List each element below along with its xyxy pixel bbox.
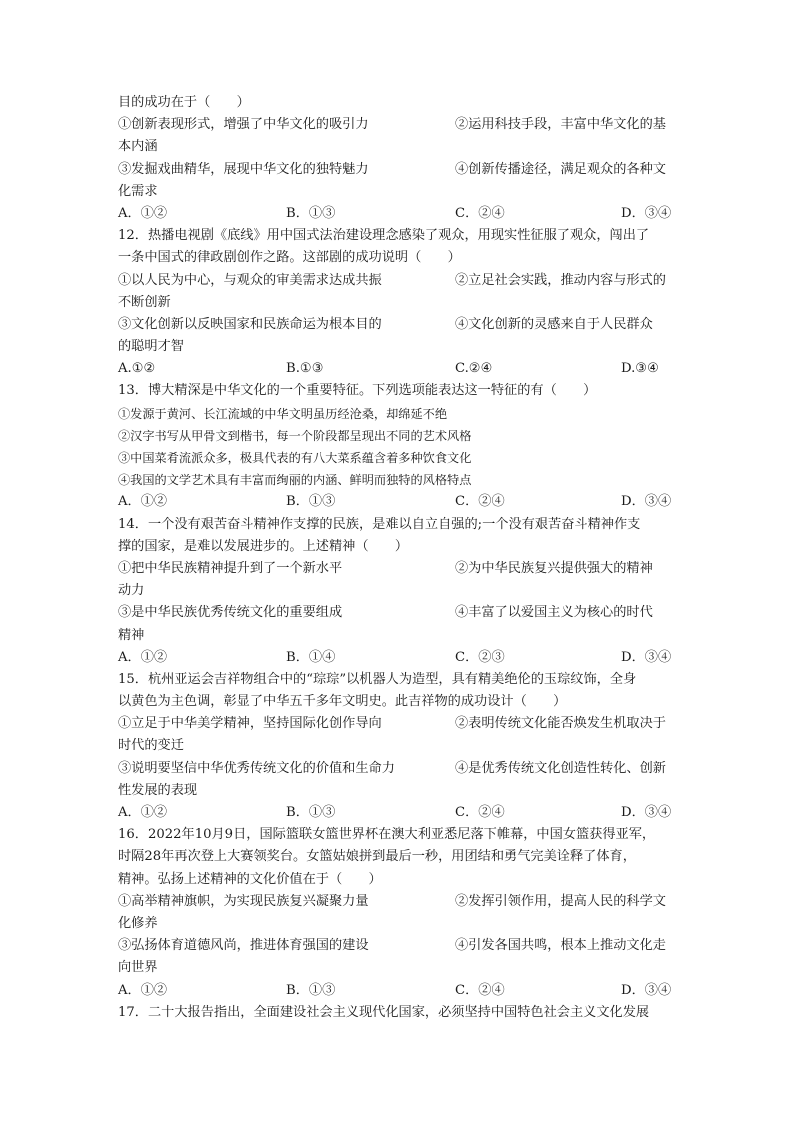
q13-option-2: ②汉字书写从甲骨文到楷书，每一个阶段都呈现出不同的艺术风格 [118,428,472,443]
q13-option-3: ③中国菜肴流派众多，极具代表的有八大菜系蕴含着多种饮食文化 [118,451,472,465]
q12-choice-b: B.①③ [286,361,324,377]
q16-choice-b: B．①③ [286,982,336,998]
q16-options-row2 [118,935,678,957]
q15-option-2-cont: 时代的变迁 [118,738,184,754]
q11-stem [118,92,678,114]
q14-option-4-cont: 精神 [118,627,145,643]
q15-choice-b: B．①③ [286,805,336,820]
q11-choice-a: A．①② [118,205,168,221]
exam-page [118,92,678,1024]
q15-choice-c: C．②④ [455,805,505,820]
q15-stem-2: 以黄色为主色调，彰显了中华五千多年文明史。此吉祥物的成功设计（ ） [118,694,567,710]
q16-option-4-wrap [118,957,678,979]
q12-options-row2 [118,314,678,336]
q14-choice-c: C．②③ [455,649,505,665]
q15-stem-line2 [118,691,678,713]
q16-stem-line3 [118,869,678,891]
q14-options-row2 [118,602,678,624]
q14-option-2: ②为中华民族复兴提供强大的精神 [455,560,653,576]
q14-stem-1: 14．一个没有艰苦奋斗精神作支撑的民族，是难以自立自强的;一个没有艰苦奋斗精神作支 [118,516,641,532]
q13-choice-d: D．③④ [621,494,672,510]
q16-stem-3: 精神。弘扬上述精神的文化价值在于（ ） [118,871,382,887]
q15-option-3: ③说明要坚信中华优秀传统文化的价值和生命力 [118,760,395,776]
q16-stem-line2 [118,846,678,868]
q12-option-3: ③文化创新以反映国家和民族命运为根本目的 [118,316,382,332]
q15-choice-d: D．③④ [621,805,672,820]
q13-choices [118,491,678,513]
q11-options-row1 [118,114,678,136]
q15-options-row2 [118,758,678,780]
q16-stem-line1 [118,824,678,846]
q11-options-row2 [118,159,678,181]
q14-stem-line1 [118,514,678,536]
q13-choice-b: B．①③ [286,494,336,510]
q14-option-2-wrap [118,580,678,602]
q12-stem-1: 12．热播电视剧《底线》用中国式法治建设理念感染了观众，用现实性征服了观众，闯出了 [118,228,650,244]
q14-option-4: ④丰富了以爱国主义为核心的时代 [455,605,653,621]
q13-stem-line [118,380,678,402]
q16-choice-c: C．②④ [455,982,505,998]
q16-option-2-cont: 化修养 [118,915,158,931]
q16-option-2: ②发挥引领作用，提高人民的科学文 [455,893,666,909]
q12-stem-2: 一条中国式的律政剧创作之路。这部剧的成功说明（ ） [118,250,461,266]
q15-options-row1 [118,713,678,735]
q16-choice-a: A．①② [118,982,168,998]
q15-stem-1: 15．杭州亚运会吉祥物组合中的“琮琮”以机器人为造型，具有精美绝伦的玉琮纹饰，全身 [118,671,637,687]
q11-option-4-cont: 化需求 [118,183,158,199]
q16-option-2-wrap [118,913,678,935]
q13-option-2-line [118,425,678,447]
q16-option-4: ④引发各国共鸣，根本上推动文化走 [455,938,666,954]
q15-choice-a: A．①② [118,805,168,820]
q12-stem-line1 [118,225,678,247]
q12-option-2-cont: 不断创新 [118,294,171,310]
q13-choice-c: C．②④ [455,494,505,510]
q15-option-4-wrap [118,780,678,802]
q16-stem-1: 16．2022年10月9日，国际篮联女篮世界杯在澳大利亚悉尼落下帷幕，中国女篮获得亚军， [118,827,656,843]
q15-stem-line1 [118,669,678,691]
q11-choices [118,203,678,225]
q11-option-1: ①创新表现形式，增强了中华文化的吸引力 [118,117,369,133]
q14-choices [118,647,678,669]
q15-option-4-cont: 性发展的表现 [118,782,198,798]
q14-options-row1 [118,558,678,580]
q12-stem-line2 [118,247,678,269]
q15-option-2: ②表明传统文化能否焕发生机取决于 [455,716,666,732]
q13-stem: 13．博大精深是中华文化的一个重要特征。下列选项能表达这一特征的有（ ） [118,383,597,399]
q12-choice-a: A.①② [118,361,156,377]
q14-option-2-cont: 动力 [118,583,145,599]
q12-choices [118,358,678,380]
q12-option-2: ②立足社会实践，推动内容与形式的 [455,272,666,288]
q14-stem-2: 撑的国家，是难以发展进步的。上述精神（ ） [118,538,409,554]
q13-option-4: ④我国的文学艺术具有丰富而绚丽的内涵、鲜明而独特的风格特点 [118,473,472,488]
q11-choice-d: D．③④ [621,205,672,221]
q14-option-3: ③是中华民族优秀传统文化的重要组成 [118,605,343,621]
q14-stem-line2 [118,536,678,558]
q13-option-3-line [118,447,678,469]
q17-stem-1: 17．二十大报告指出，全面建设社会主义现代化国家，必须坚持中国特色社会主义文化发展 [118,1004,650,1020]
q11-option-2: ②运用科技手段，丰富中华文化的基 [455,117,666,133]
q13-choice-a: A．①② [118,494,168,510]
q14-option-4-wrap [118,625,678,647]
q11-option-4-wrap [118,181,678,203]
q16-option-3: ③弘扬体育道德风尚，推进体育强国的建设 [118,938,369,954]
q12-option-4-cont: 的聪明才智 [118,339,184,355]
q11-choice-c: C．②④ [455,205,505,221]
q11-option-3: ③发掘戏曲精华，展现中华文化的独特魅力 [118,161,369,177]
q13-option-1-line [118,403,678,425]
q12-option-1: ①以人民为中心，与观众的审美需求达成共振 [118,272,382,288]
q12-option-2-wrap [118,292,678,314]
q15-option-4: ④是优秀传统文化创造性转化、创新 [455,760,666,776]
q12-choice-d: D.③④ [621,361,659,377]
q11-stem-text: 目的成功在于（ ） [118,95,250,110]
q14-option-1: ①把中华民族精神提升到了一个新水平 [118,560,343,576]
q14-choice-b: B．①④ [286,649,336,665]
q13-option-1: ①发源于黄河、长江流域的中华文明虽历经沧桑，却绵延不绝 [118,406,448,421]
q11-option-4: ④创新传播途径，满足观众的各种文 [455,161,666,177]
q12-option-4: ④文化创新的灵感来自于人民群众 [455,316,653,332]
q17-stem-line1 [118,1002,678,1024]
q16-option-4-cont: 向世界 [118,960,158,976]
q12-choice-c: C.②④ [455,361,493,377]
q16-option-1: ①高举精神旗帜，为实现民族复兴凝聚力量 [118,893,369,909]
q13-option-4-line [118,469,678,491]
q14-choice-d: D．③④ [621,649,672,665]
q16-stem-2: 时隔28年再次登上大赛领奖台。女篮姑娘拼到最后一秒，用团结和勇气完美诠释了体育， [118,849,636,865]
q15-option-2-wrap [118,735,678,757]
q16-choices [118,980,678,1002]
q12-options-row1 [118,270,678,292]
q11-option-2-wrap [118,136,678,158]
q16-options-row1 [118,891,678,913]
q15-option-1: ①立足于中华美学精神，坚持国际化创作导向 [118,716,382,732]
q12-option-4-wrap [118,336,678,358]
q15-choices [118,802,678,824]
q11-choice-b: B．①③ [286,205,336,221]
q16-choice-d: D．③④ [621,982,672,998]
q11-option-2-cont: 本内涵 [118,139,158,155]
q14-choice-a: A．①② [118,649,168,665]
